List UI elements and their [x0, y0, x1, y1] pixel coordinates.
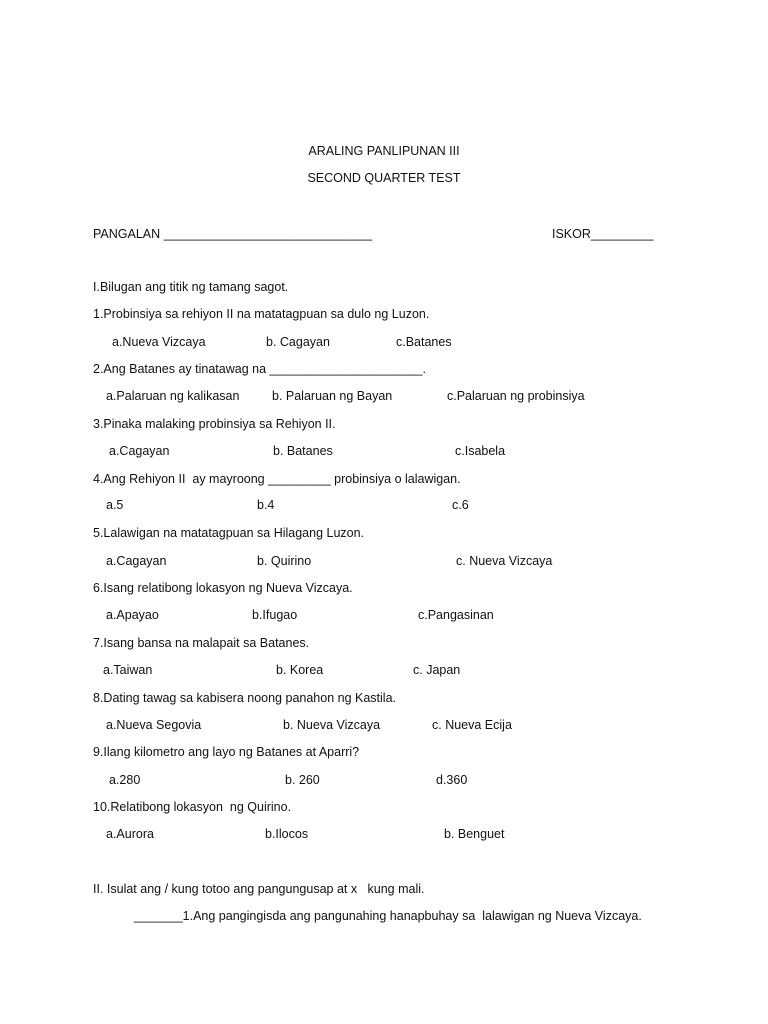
- choice-b: b. Palaruan ng Bayan: [272, 389, 393, 403]
- choice-c: c.Isabela: [455, 444, 506, 458]
- question-text: 1.Probinsiya sa rehiyon II na matatagpuan sa dulo ng Luzon.: [93, 307, 430, 321]
- question-text: 3.Pinaka malaking probinsiya sa Rehiyon II.: [93, 417, 336, 431]
- choice-c: b. Benguet: [444, 827, 505, 841]
- choice-a: a.Cagayan: [106, 554, 167, 568]
- choice-c: c.Pangasinan: [418, 608, 494, 622]
- question-text: 9.Ilang kilometro ang layo ng Batanes at Aparri?: [93, 745, 360, 759]
- question-text: 10.Relatibong lokasyon ng Quirino.: [93, 800, 292, 814]
- choice-a: a.5: [106, 498, 124, 512]
- choice-a: a.Taiwan: [103, 663, 153, 677]
- part2-item: _______1.Ang pangingisda ang pangunahing hanapbuhay sa lalawigan ng Nueva Vizcaya.: [134, 909, 642, 923]
- choice-b: b. Cagayan: [266, 335, 330, 349]
- choice-a: a.Palaruan ng kalikasan: [106, 389, 240, 403]
- choice-a: a.Cagayan: [109, 444, 170, 458]
- choice-c: c.Palaruan ng probinsiya: [447, 389, 585, 403]
- part1-instruction: I.Bilugan ang titik ng tamang sagot.: [93, 280, 289, 294]
- name-field: PANGALAN ______________________________: [93, 227, 373, 241]
- choice-c: c. Nueva Ecija: [432, 718, 512, 732]
- question-text: 2.Ang Batanes ay tinatawag na ______________________.: [93, 362, 426, 376]
- choice-c: c.6: [452, 498, 469, 512]
- part2-instruction: II. Isulat ang / kung totoo ang pangungusap at x kung mali.: [93, 882, 425, 896]
- question-text: 5.Lalawigan na matatagpuan sa Hilagang Luzon.: [93, 526, 365, 540]
- choice-c: d.360: [436, 773, 468, 787]
- choice-c: c.Batanes: [396, 335, 452, 349]
- question-text: 6.Isang relatibong lokasyon ng Nueva Vizcaya.: [93, 581, 353, 595]
- question-text: 7.Isang bansa na malapait sa Batanes.: [93, 636, 310, 650]
- choice-c: c. Nueva Vizcaya: [456, 554, 553, 568]
- score-field: ISKOR_________: [552, 227, 654, 241]
- choice-a: a.Nueva Vizcaya: [112, 335, 206, 349]
- choice-b: b.Ifugao: [252, 608, 298, 622]
- choice-b: b. Batanes: [273, 444, 333, 458]
- test-title: SECOND QUARTER TEST: [307, 171, 461, 185]
- choice-b: b.4: [257, 498, 275, 512]
- choice-b: b. 260: [285, 773, 320, 787]
- choice-b: b.Ilocos: [265, 827, 309, 841]
- choice-a: a.280: [109, 773, 141, 787]
- choice-a: a.Apayao: [106, 608, 159, 622]
- subject-title: ARALING PANLIPUNAN III: [308, 144, 460, 158]
- choice-b: b. Korea: [276, 663, 324, 677]
- choice-a: a.Aurora: [106, 827, 154, 841]
- choice-b: b. Quirino: [257, 554, 312, 568]
- choice-a: a.Nueva Segovia: [106, 718, 202, 732]
- question-text: 4.Ang Rehiyon II ay mayroong _________ probinsiya o lalawigan.: [93, 472, 461, 486]
- question-text: 8.Dating tawag sa kabisera noong panahon ng Kastila.: [93, 691, 396, 705]
- choice-b: b. Nueva Vizcaya: [283, 718, 381, 732]
- choice-c: c. Japan: [413, 663, 461, 677]
